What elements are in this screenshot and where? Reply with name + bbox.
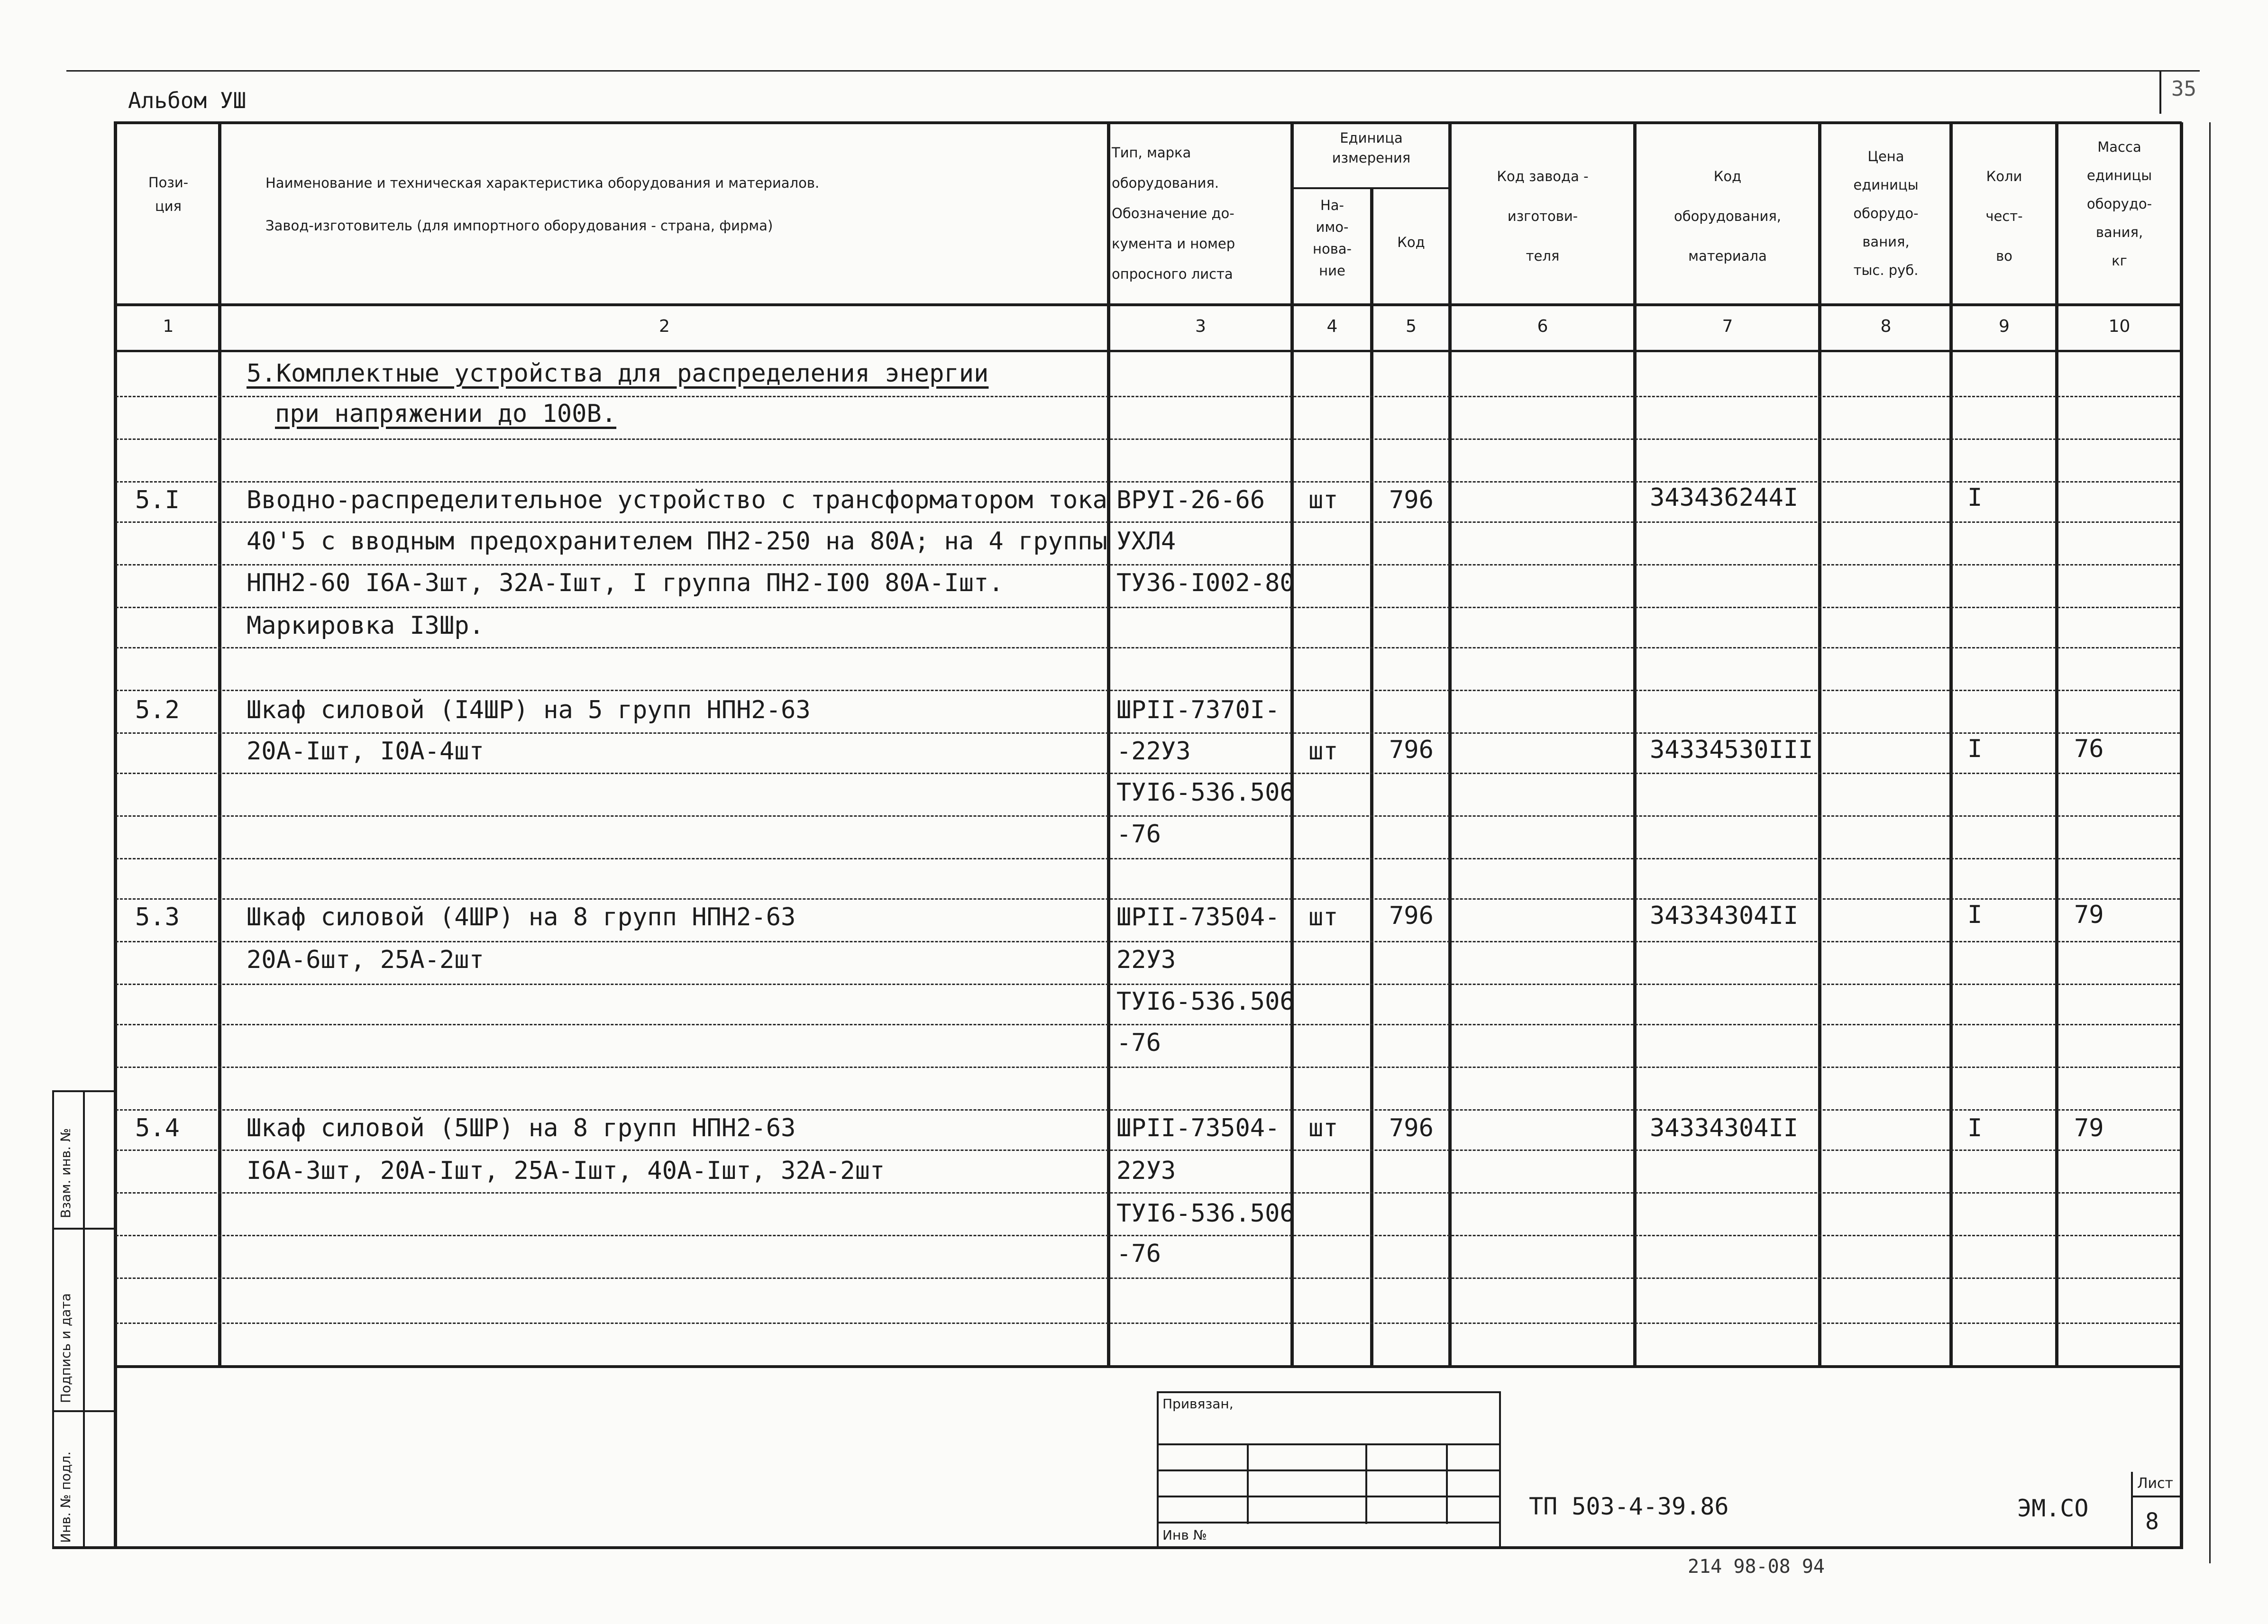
colnum-8: 8 — [1880, 317, 1892, 336]
colnum-10: 10 — [2108, 317, 2131, 336]
row-line — [116, 941, 2180, 942]
row-line — [116, 1024, 2180, 1025]
col-sep-4 — [1370, 187, 1373, 1367]
side-label-replace-inv: Взам. инв. № — [58, 1128, 73, 1218]
row-line — [116, 1067, 2180, 1068]
row-line — [116, 898, 2180, 900]
item-qty: I — [1967, 484, 1983, 512]
item-name-line: НПН2-60 I6А-3шт, 32А-Iшт, I группа ПН2-I00 80А-Iшт. — [247, 569, 1004, 597]
stamp-grid-line — [1157, 1469, 1500, 1471]
frame-top — [114, 121, 2182, 124]
item-name-line: 20А-6шт, 25А-2шт — [247, 946, 484, 974]
item-name-line: Шкаф силовой (I4ШР) на 5 групп НПН2-63 — [247, 696, 811, 724]
item-name-line: Маркировка I3Шр. — [247, 611, 484, 640]
row-line — [116, 815, 2180, 817]
item-unit: шт — [1308, 903, 1338, 931]
row-line — [116, 858, 2180, 859]
item-type-line: ВРУI-26-66 — [1116, 486, 1265, 514]
item-type-line: ШРII-73504- — [1116, 1114, 1280, 1142]
sheet-box-left — [2131, 1472, 2133, 1548]
item-mass: 79 — [2074, 901, 2104, 929]
item-type-line: ШРII-7370I- — [1116, 696, 1280, 724]
colnum-1: 1 — [163, 317, 174, 336]
item-equip-code: 343436244I — [1650, 484, 1799, 512]
col-sep-2 — [1107, 122, 1110, 1367]
col-sep-9 — [2055, 122, 2058, 1367]
item-unit: шт — [1308, 1114, 1338, 1142]
item-pos: 5.3 — [135, 903, 180, 931]
table-bottom — [114, 1365, 2182, 1368]
col-sep-3 — [1290, 122, 1294, 1367]
col-sep-1 — [218, 122, 221, 1367]
item-type-line: ШРII-73504- — [1116, 903, 1280, 931]
unit-subheader-line — [1290, 187, 1449, 189]
item-mass: 79 — [2074, 1114, 2104, 1142]
col-sep-6 — [1633, 122, 1637, 1367]
item-qty: I — [1967, 1114, 1983, 1142]
sheet-box-sep — [2131, 1496, 2181, 1497]
item-unit-code: 796 — [1389, 486, 1434, 514]
stamp-grid-line — [1157, 1496, 1500, 1497]
colnum-2: 2 — [659, 317, 670, 336]
stamp-grid-col — [1365, 1443, 1367, 1524]
colnum-bottom — [114, 350, 2182, 352]
top-rule — [66, 70, 2200, 72]
item-unit-code: 796 — [1389, 902, 1434, 930]
item-equip-code: 34334530III — [1650, 736, 1813, 764]
header-name-line2: Завод-изготовитель (для импортного оборудования - страна, фирма) — [265, 218, 773, 234]
section-title-line2: при напряжении до 100В. — [275, 400, 617, 428]
item-type-line: ТУI6-536.506 — [1116, 1199, 1295, 1228]
stamp-grid-line — [1157, 1443, 1500, 1445]
row-line — [116, 1323, 2180, 1324]
row-line — [116, 564, 2180, 566]
row-line — [116, 607, 2180, 608]
item-equip-code: 34334304II — [1650, 1114, 1799, 1142]
stamp-grid-col — [1247, 1443, 1249, 1524]
row-line — [116, 773, 2180, 774]
item-type-line: -76 — [1116, 1029, 1161, 1057]
row-line — [116, 438, 2180, 440]
item-name-line: I6А-3шт, 20А-Iшт, 25А-Iшт, 40А-Iшт, 32А-2шт — [247, 1157, 885, 1185]
item-type-line: -76 — [1116, 820, 1161, 848]
item-qty: I — [1967, 901, 1983, 929]
col-sep-7 — [1818, 122, 1821, 1367]
colnum-4: 4 — [1326, 317, 1338, 336]
colnum-7: 7 — [1722, 317, 1733, 336]
item-unit: шт — [1308, 737, 1338, 766]
frame-right-outer — [2209, 122, 2211, 1563]
header-bottom — [114, 303, 2182, 306]
row-line — [116, 732, 2180, 734]
header-equip-code: Код оборудования, материала — [1674, 168, 1782, 264]
row-line — [116, 1150, 2180, 1151]
side-box-sep — [52, 1410, 114, 1412]
header-name-line1: Наименование и техническая характеристика оборудования и материалов. — [265, 175, 820, 191]
row-line — [116, 1192, 2180, 1194]
row-line — [116, 1109, 2180, 1111]
side-box-sep — [52, 1228, 114, 1230]
item-unit-code: 796 — [1389, 1114, 1434, 1142]
row-line — [116, 396, 2180, 397]
item-name-line: 20А-Iшт, I0А-4шт — [247, 737, 484, 766]
col-sep-5 — [1448, 122, 1452, 1367]
stamp-inv-label: Инв № — [1162, 1527, 1207, 1543]
stamp-grid-line — [1157, 1522, 1500, 1524]
row-line — [116, 1277, 2180, 1279]
row-line — [116, 481, 2180, 483]
item-type-line: -22У3 — [1116, 737, 1191, 766]
side-box-top — [52, 1090, 114, 1092]
row-line — [116, 1235, 2180, 1236]
side-box-outer — [52, 1090, 54, 1548]
sheet-number: 8 — [2145, 1508, 2159, 1535]
corner-tick — [2159, 71, 2161, 114]
header-maker-code: Код завода - изготови- теля — [1497, 168, 1589, 264]
frame-right — [2180, 122, 2183, 1549]
item-mass: 76 — [2074, 735, 2104, 763]
header-pos: Пози- ция — [148, 174, 189, 214]
colnum-6: 6 — [1537, 317, 1548, 336]
section-title-line1: 5.Комплектные устройства для распределения энергии — [247, 359, 989, 388]
row-line — [116, 984, 2180, 985]
header-mass: Масса единицы оборудо- вания, кг — [2086, 139, 2152, 269]
item-type-line: ТУI6-536.506 — [1116, 778, 1295, 807]
page-corner-number: 35 — [2171, 77, 2196, 101]
album-label: Альбом УШ — [128, 88, 247, 113]
stamp-grid-col — [1446, 1443, 1448, 1524]
stamp-attached-label: Привязан, — [1162, 1396, 1234, 1412]
colnum-5: 5 — [1406, 317, 1417, 336]
item-type-line: ТУI6-536.506 — [1116, 987, 1295, 1016]
col-sep-8 — [1949, 122, 1953, 1367]
row-line — [116, 521, 2180, 523]
item-pos: 5.2 — [135, 696, 180, 724]
side-label-original-inv: Инв. № подл. — [58, 1451, 73, 1543]
item-unit: шт — [1308, 486, 1338, 514]
item-name-line: Шкаф силовой (5ШР) на 8 групп НПН2-63 — [247, 1114, 796, 1142]
item-qty: I — [1967, 735, 1983, 763]
header-unit-name: На- имо- нова- ние — [1312, 197, 1352, 279]
sheet-label: Лист — [2137, 1475, 2174, 1492]
row-line — [116, 647, 2180, 648]
header-unit-code: Код — [1397, 234, 1425, 250]
header-qty: Коли чест- во — [1985, 168, 2023, 264]
item-type-line: 22У3 — [1116, 1157, 1176, 1185]
item-name-line: Шкаф силовой (4ШР) на 8 групп НПН2-63 — [247, 903, 796, 931]
colnum-3: 3 — [1195, 317, 1206, 336]
item-type-line: 22У3 — [1116, 946, 1176, 974]
item-equip-code: 34334304II — [1650, 902, 1799, 930]
side-box-inner — [83, 1090, 85, 1548]
row-line — [116, 690, 2180, 691]
frame-left — [114, 122, 117, 1549]
item-type-line: ТУ36-I002-80 — [1116, 569, 1295, 597]
stamp-box-top — [1157, 1391, 1500, 1393]
frame-bottom — [52, 1546, 2182, 1549]
item-name-line: 40'5 с вводным предохранителем ПН2-250 на 80А; на 4 группы — [247, 527, 1107, 556]
side-label-signature-date: Подпись и дата — [58, 1293, 73, 1403]
header-unit: Единица измерения — [1332, 130, 1411, 166]
colnum-9: 9 — [1999, 317, 2010, 336]
item-pos: 5.I — [135, 486, 180, 514]
item-type-line: -76 — [1116, 1240, 1161, 1268]
item-pos: 5.4 — [135, 1114, 180, 1142]
header-price: Цена единицы оборудо- вания, тыс. руб. — [1853, 148, 1919, 278]
doc-number: ТП 503-4-39.86 — [1529, 1493, 1729, 1520]
bottom-number: 214 98-08 94 — [1688, 1556, 1825, 1578]
item-name-line: Вводно-распределительное устройство с трансформатором тока — [247, 486, 1107, 514]
header-type: Тип, марка оборудования. Обозначение до- кумента и номер опросного листа — [1112, 145, 1235, 282]
item-type-line: УХЛ4 — [1116, 527, 1176, 556]
doc-code: ЭМ.СО — [2017, 1495, 2089, 1522]
item-unit-code: 796 — [1389, 736, 1434, 764]
